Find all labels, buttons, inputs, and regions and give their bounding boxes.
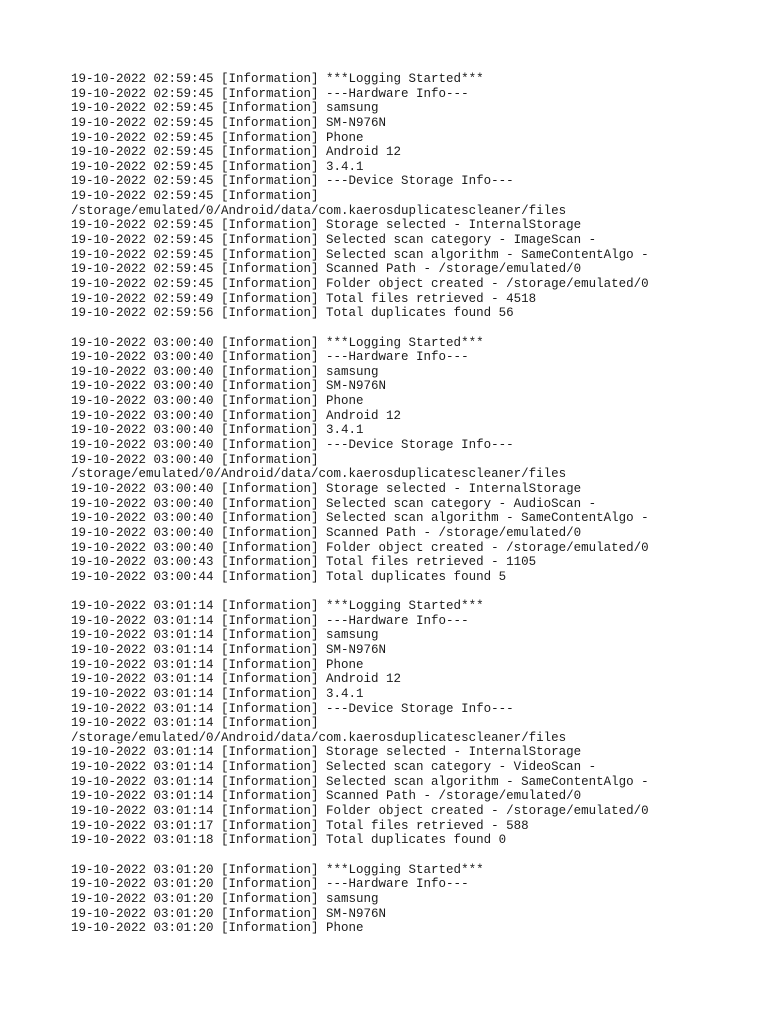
log-line: 19-10-2022 03:01:20 [Information] Phone bbox=[71, 921, 364, 936]
log-line: 19-10-2022 03:00:40 [Information] ---Hardware Info--- bbox=[71, 350, 469, 365]
log-line: 19-10-2022 03:01:14 [Information] Android 12 bbox=[71, 672, 402, 687]
log-line: 19-10-2022 03:00:44 [Information] Total duplicates found 5 bbox=[71, 569, 507, 584]
log-line: 19-10-2022 03:01:18 [Information] Total duplicates found 0 bbox=[71, 833, 507, 848]
log-line: 19-10-2022 03:01:14 [Information] SM-N976N bbox=[71, 642, 387, 657]
block-separator bbox=[71, 848, 748, 863]
log-line: 19-10-2022 03:01:17 [Information] Total files retrieved - 588 bbox=[71, 818, 529, 833]
log-line: 19-10-2022 03:01:14 [Information] Selected scan algorithm - SameContentAlgo - bbox=[71, 774, 649, 789]
log-line: 19-10-2022 03:01:14 [Information] bbox=[71, 716, 319, 731]
log-line: 19-10-2022 03:01:20 [Information] samsung bbox=[71, 891, 379, 906]
log-line: 19-10-2022 02:59:45 [Information] Folder object created - /storage/emulated/0 bbox=[71, 276, 649, 291]
log-line: 19-10-2022 03:01:14 [Information] Scanned Path - /storage/emulated/0 bbox=[71, 789, 582, 804]
log-line: 19-10-2022 03:01:14 [Information] ---Hardware Info--- bbox=[71, 613, 469, 628]
log-line: 19-10-2022 03:00:40 [Information] Selected scan algorithm - SameContentAlgo - bbox=[71, 511, 649, 526]
log-line: 19-10-2022 02:59:45 [Information] samsung bbox=[71, 101, 379, 116]
log-line: 19-10-2022 02:59:45 [Information] Android 12 bbox=[71, 145, 402, 160]
log-line: 19-10-2022 03:01:14 [Information] Storage selected - InternalStorage bbox=[71, 745, 582, 760]
block-separator bbox=[71, 321, 748, 336]
log-line: 19-10-2022 03:01:14 [Information] ***Logging Started*** bbox=[71, 599, 484, 614]
log-line: 19-10-2022 03:01:20 [Information] SM-N976N bbox=[71, 906, 387, 921]
log-block bbox=[71, 599, 748, 848]
log-line: 19-10-2022 03:00:40 [Information] Selected scan category - AudioScan - bbox=[71, 496, 597, 511]
log-line: 19-10-2022 02:59:56 [Information] Total duplicates found 56 bbox=[71, 306, 514, 321]
log-line: 19-10-2022 02:59:45 [Information] Scanned Path - /storage/emulated/0 bbox=[71, 262, 582, 277]
log-line: 19-10-2022 03:00:40 [Information] SM-N976N bbox=[71, 379, 387, 394]
log-line: 19-10-2022 02:59:45 [Information] 3.4.1 bbox=[71, 159, 364, 174]
log-line: 19-10-2022 03:00:40 [Information] ***Logging Started*** bbox=[71, 335, 484, 350]
log-line: 19-10-2022 03:01:14 [Information] ---Device Storage Info--- bbox=[71, 701, 514, 716]
log-line: 19-10-2022 02:59:45 [Information] SM-N976N bbox=[71, 115, 387, 130]
log-line: 19-10-2022 03:00:40 [Information] Scanned Path - /storage/emulated/0 bbox=[71, 525, 582, 540]
block-separator bbox=[71, 584, 748, 599]
log-line: 19-10-2022 03:00:40 [Information] ---Device Storage Info--- bbox=[71, 438, 514, 453]
log-line: 19-10-2022 02:59:45 [Information] ---Hardware Info--- bbox=[71, 86, 469, 101]
log-line: /storage/emulated/0/Android/data/com.kaerosduplicatescleaner/files bbox=[71, 730, 567, 745]
log-line: 19-10-2022 03:00:40 [Information] samsung bbox=[71, 364, 379, 379]
log-line: 19-10-2022 03:00:40 [Information] Android 12 bbox=[71, 408, 402, 423]
log-line: 19-10-2022 02:59:45 [Information] Selected scan algorithm - SameContentAlgo - bbox=[71, 247, 649, 262]
log-line: /storage/emulated/0/Android/data/com.kaerosduplicatescleaner/files bbox=[71, 467, 567, 482]
log-line: 19-10-2022 03:01:20 [Information] ***Logging Started*** bbox=[71, 862, 484, 877]
log-line: 19-10-2022 03:01:14 [Information] 3.4.1 bbox=[71, 686, 364, 701]
log-line: 19-10-2022 03:00:40 [Information] Phone bbox=[71, 394, 364, 409]
log-line: 19-10-2022 03:00:40 [Information] Folder object created - /storage/emulated/0 bbox=[71, 540, 649, 555]
log-block bbox=[71, 72, 748, 321]
log-line: 19-10-2022 02:59:45 [Information] ---Device Storage Info--- bbox=[71, 174, 514, 189]
log-line: 19-10-2022 02:59:45 [Information] Phone bbox=[71, 130, 364, 145]
log-line: 19-10-2022 03:00:40 [Information] 3.4.1 bbox=[71, 423, 364, 438]
log-line: 19-10-2022 02:59:45 [Information] ***Logging Started*** bbox=[71, 72, 484, 86]
log-line: 19-10-2022 03:01:14 [Information] Phone bbox=[71, 657, 364, 672]
log-document bbox=[71, 72, 748, 936]
log-line: 19-10-2022 02:59:49 [Information] Total files retrieved - 4518 bbox=[71, 291, 537, 306]
log-line: 19-10-2022 03:01:20 [Information] ---Hardware Info--- bbox=[71, 877, 469, 892]
log-line: 19-10-2022 03:01:14 [Information] Folder object created - /storage/emulated/0 bbox=[71, 804, 649, 819]
log-line: /storage/emulated/0/Android/data/com.kaerosduplicatescleaner/files bbox=[71, 203, 567, 218]
log-line: 19-10-2022 02:59:45 [Information] Selected scan category - ImageScan - bbox=[71, 233, 597, 248]
log-block bbox=[71, 863, 748, 936]
log-block bbox=[71, 336, 748, 585]
log-line: 19-10-2022 03:00:40 [Information] bbox=[71, 452, 319, 467]
log-line: 19-10-2022 02:59:45 [Information] Storage selected - InternalStorage bbox=[71, 218, 582, 233]
log-line: 19-10-2022 03:00:43 [Information] Total files retrieved - 1105 bbox=[71, 555, 537, 570]
log-line: 19-10-2022 02:59:45 [Information] bbox=[71, 189, 319, 204]
log-line: 19-10-2022 03:01:14 [Information] Selected scan category - VideoScan - bbox=[71, 760, 597, 775]
log-line: 19-10-2022 03:01:14 [Information] samsung bbox=[71, 628, 379, 643]
log-line: 19-10-2022 03:00:40 [Information] Storage selected - InternalStorage bbox=[71, 481, 582, 496]
